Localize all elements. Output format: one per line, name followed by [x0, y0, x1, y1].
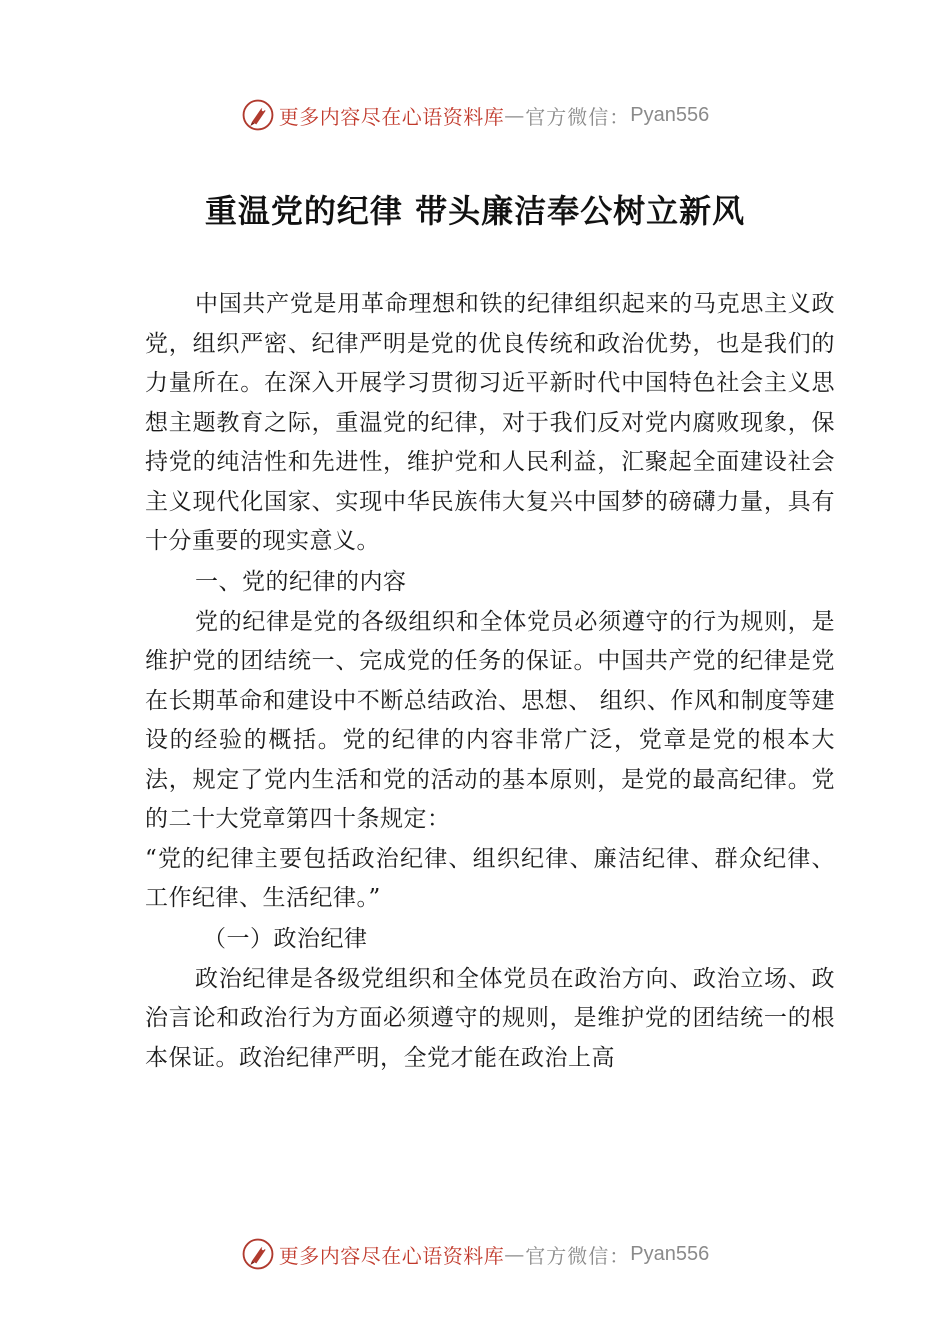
section-heading: 一、党的纪律的内容 — [195, 568, 407, 595]
watermark-official-text: 官方微信： — [525, 1243, 631, 1268]
document-body — [145, 285, 835, 1078]
watermark-wechat-id: Pyan556 — [630, 103, 710, 126]
intro-paragraph: 中国共产党是用革命理想和铁的纪律组织起来的马克思主义政党，组织严密、纪律严明是党的优良传统和政治优势，也是我们的力量所在。在深入开展学习贯彻习近平新时代中国特色社会主义思想主题教育之际，重温党的纪律，对于我们反对党内腐败现象，保持党的纯洁性和先进性，维护党和人民利益，汇聚起全面建设社会主义现代化国家、实现中华民族伟大复兴中国梦的磅礴力量，具有十分重要的现实意义。 — [145, 291, 835, 554]
body-paragraph: 政治纪律是各级党组织和全体党员在政治方向、政治立场、政治言论和政治行为方面必须遵守的规则，是维护党的团结统一的根本保证。政治纪律严明，全党才能在政治上高 — [145, 965, 835, 1071]
watermark-separator: — — [504, 1242, 526, 1266]
document-title: 重温党的纪律 带头廉洁奉公树立新风 — [204, 192, 746, 230]
watermark-wechat-id: Pyan556 — [630, 1242, 710, 1265]
watermark-separator: — — [504, 103, 526, 127]
subsection-heading: （一）政治纪律 — [203, 925, 368, 952]
pen-nib-logo-icon — [241, 1237, 275, 1271]
bottom-watermark-banner — [0, 1232, 950, 1276]
watermark-brand-text: 更多内容尽在心语资料库 — [278, 1243, 505, 1268]
watermark-official-text: 官方微信： — [525, 104, 631, 129]
pen-nib-logo-icon — [241, 98, 275, 132]
top-watermark-banner — [0, 93, 950, 137]
body-paragraph: 党的纪律是党的各级组织和全体党员必须遵守的行为规则，是维护党的团结统一、完成党的任务的保证。中国共产党的纪律是党在长期革命和建设中不断总结政治、思想、 组织、作风和制度等建设的经验的概括。党的纪律的内容非常广泛，党章是党的根本大法，规定了党内生活和党的活动的基本原则，是党的最高纪律。党的二十大党章第四十条规定： “党的纪律主要包括政治纪律、组织纪律、廉洁纪律、群众纪律、工作纪律、生活纪律。” — [145, 608, 835, 911]
watermark-brand-text: 更多内容尽在心语资料库 — [278, 104, 505, 129]
